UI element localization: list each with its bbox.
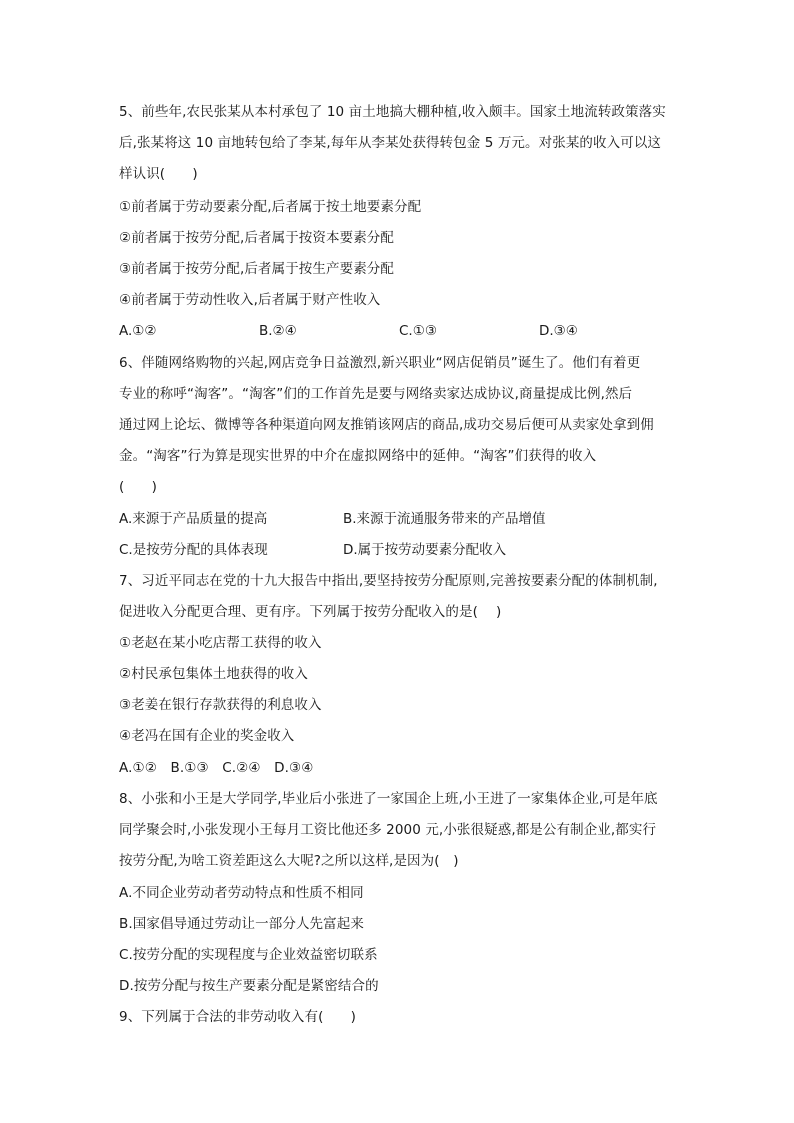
q7-item-3: ③老姜在银行存款获得的利息收入 — [119, 697, 322, 713]
q8-option-b: B.国家倡导通过劳动让一部分人先富起来 — [119, 916, 364, 932]
q7-stem-line-1: 7、习近平同志在党的十九大报告中指出,要坚持按劳分配原则,完善按要素分配的体制机制, — [119, 573, 658, 589]
q5-item-3: ③前者属于按劳分配,后者属于按生产要素分配 — [119, 261, 394, 277]
q6-option-d: D.属于按劳动要素分配收入 — [343, 542, 507, 558]
q5-stem-line-2: 后,张某将这 10 亩地转包给了李某,每年从李某处获得转包金 5 万元。对张某的收入可以这 — [119, 135, 662, 151]
q5-option-a: A.①② — [119, 323, 157, 339]
q6-stem-line-3: 通过网上论坛、微博等各种渠道向网友推销该网店的商品,成功交易后便可从卖家处拿到佣 — [119, 417, 654, 433]
q6-stem-line-4: 金。“淘客”行为算是现实世界的中介在虚拟网络中的延伸。“淘客”们获得的收入 — [119, 448, 597, 464]
q8-option-c: C.按劳分配的实现程度与企业效益密切联系 — [119, 947, 378, 963]
q7-stem-line-2: 促进收入分配更合理、更有序。下列属于按劳分配收入的是( ) — [119, 604, 502, 620]
q6-stem-line-1: 6、伴随网络购物的兴起,网店竞争日益激烈,新兴职业“网店促销员”诞生了。他们有着更 — [119, 355, 641, 371]
q8-option-a: A.不同企业劳动者劳动特点和性质不相同 — [119, 885, 364, 901]
q5-item-2: ②前者属于按劳分配,后者属于按资本要素分配 — [119, 230, 394, 246]
q8-stem-line-1: 8、小张和小王是大学同学,毕业后小张进了一家国企上班,小王进了一家集体企业,可是年底 — [119, 791, 658, 807]
q6-option-a: A.来源于产品质量的提高 — [119, 511, 268, 527]
q5-item-1: ①前者属于劳动要素分配,后者属于按土地要素分配 — [119, 199, 422, 215]
q5-option-d: D.③④ — [539, 323, 578, 339]
q6-stem-line-2: 专业的称呼“淘客”。“淘客”们的工作首先是要与网络卖家达成协议,商量提成比例,然后 — [119, 386, 633, 402]
q9-stem-line-1: 9、下列属于合法的非劳动收入有( ) — [119, 1009, 357, 1025]
q6-option-c: C.是按劳分配的具体表现 — [119, 542, 268, 558]
q5-stem-line-1: 5、前些年,农民张某从本村承包了 10 亩土地搞大棚种植,收入颇丰。国家土地流转政策落实 — [119, 104, 666, 120]
q7-item-1: ①老赵在某小吃店帮工获得的收入 — [119, 635, 322, 651]
q7-options: A.①② B.①③ C.②④ D.③④ — [119, 760, 314, 776]
q7-item-2: ②村民承包集体土地获得的收入 — [119, 666, 309, 682]
q8-option-d: D.按劳分配与按生产要素分配是紧密结合的 — [119, 978, 379, 994]
q6-option-b: B.来源于流通服务带来的产品增值 — [343, 511, 546, 527]
q5-item-4: ④前者属于劳动性收入,后者属于财产性收入 — [119, 292, 381, 308]
q6-stem-line-5: ( ) — [119, 479, 157, 495]
q5-option-c: C.①③ — [399, 323, 437, 339]
q5-option-b: B.②④ — [259, 323, 297, 339]
q8-stem-line-2: 同学聚会时,小张发现小王每月工资比他还多 2000 元,小张很疑惑,都是公有制企业,都实行 — [119, 822, 657, 838]
q8-stem-line-3: 按劳分配,为啥工资差距这么大呢?之所以这样,是因为( ) — [119, 853, 459, 869]
q5-stem-line-3: 样认识( ) — [119, 166, 198, 182]
q7-item-4: ④老冯在国有企业的奖金收入 — [119, 728, 295, 744]
